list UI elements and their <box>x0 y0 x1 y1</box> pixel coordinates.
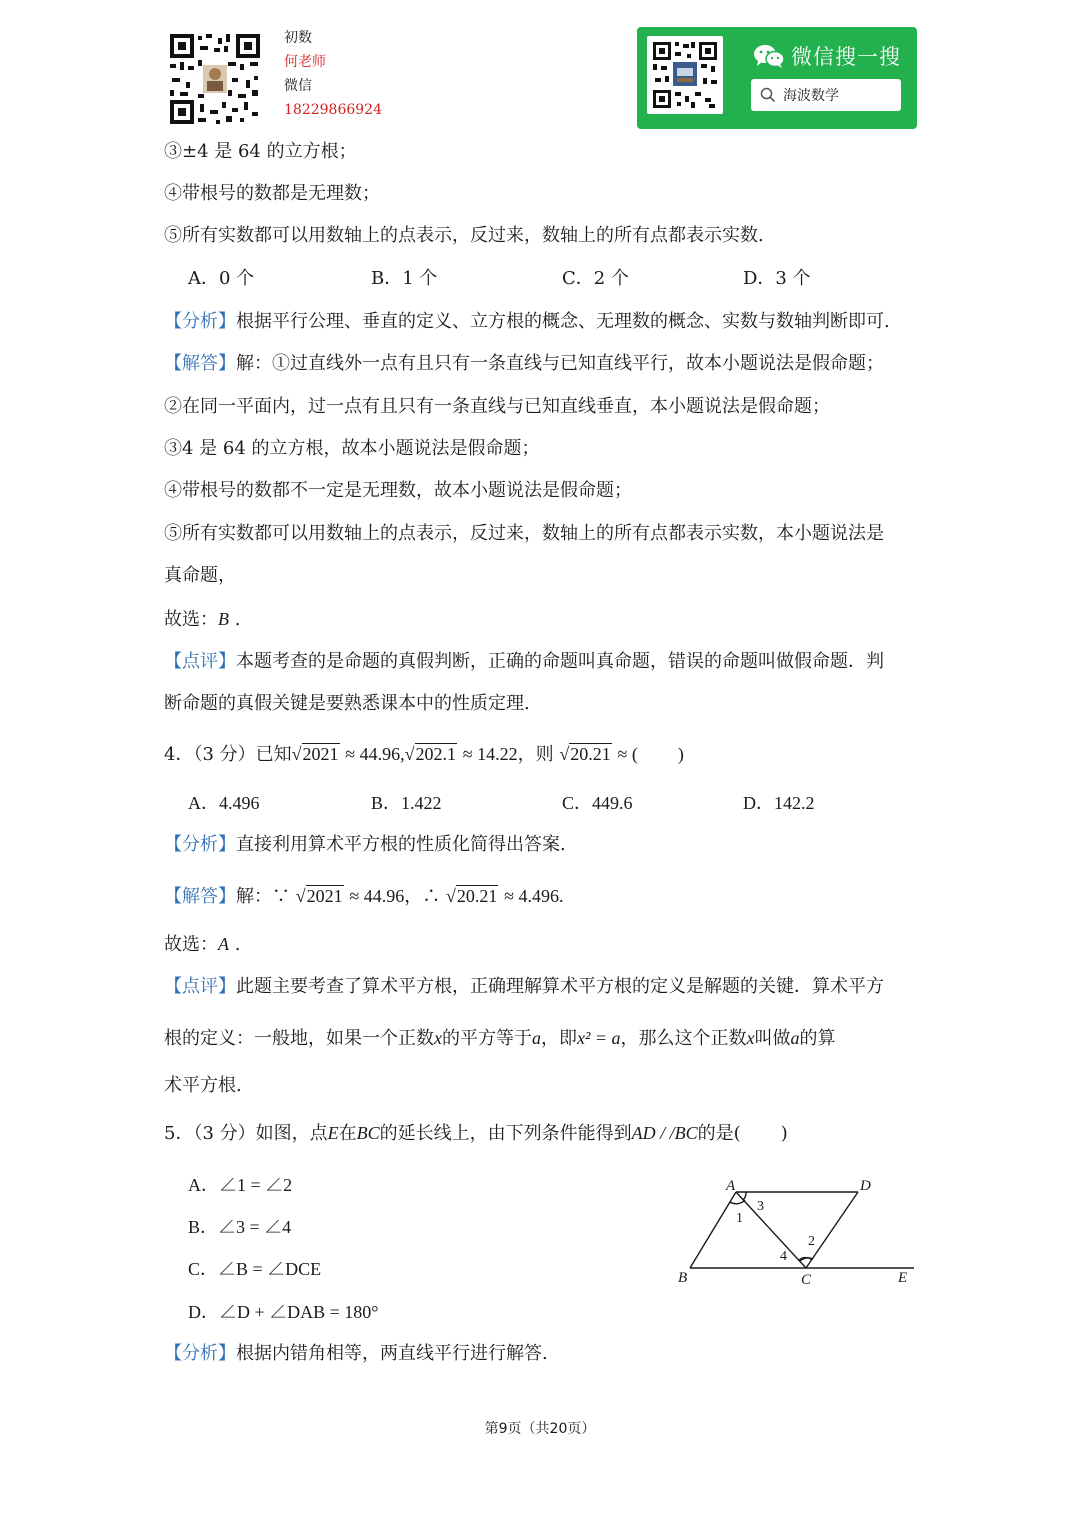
q4-stem-prefix: 4．（3 分）已知 <box>164 744 292 765</box>
sqrt-2021: √2021 <box>291 744 339 764</box>
q4-sol-approx-1: ≈ 44.96 <box>349 886 405 906</box>
q3-option-a: A．0 个 <box>188 268 255 289</box>
angle-label-3: 3 <box>757 1199 764 1214</box>
q3-review-line-1 <box>164 650 884 674</box>
q4-review-line-1 <box>164 975 884 999</box>
q4-review-text-1: 此题主要考查了算术平方根，正确理解算术平方根的定义是解题的关键．算术平方 <box>236 976 884 997</box>
sqrt-202-1: √202.1 <box>404 744 457 764</box>
sqrt-20-21-sol: √20.21 <box>445 886 498 906</box>
radicand-2: 202.1 <box>415 744 457 764</box>
q4-then: ，则 <box>517 744 554 765</box>
q4-option-a: A．4.496 <box>188 793 260 813</box>
label-e: E <box>898 1270 908 1286</box>
q4-review-line-2 <box>164 1026 836 1051</box>
q5-stem-3: 的延长线上，由下列条件能得到 <box>379 1123 632 1144</box>
review2-a2: a <box>532 1028 541 1048</box>
wechat-search-text: 海波数学 <box>783 88 839 104</box>
q5-option-b: B．∠3 = ∠4 <box>188 1217 292 1237</box>
q5-stem-1: 5．（3 分）如图，点 <box>164 1123 328 1144</box>
q4-review-line-3: 术平方根. <box>164 1075 242 1096</box>
q4-approx-2: ≈ 14.22 <box>462 744 518 764</box>
label-b: B <box>678 1270 688 1286</box>
q4-option-d: D．142.2 <box>743 793 815 813</box>
page-number: 第9页（共20页） <box>484 1421 596 1437</box>
sqrt-20-21: √20.21 <box>559 744 611 764</box>
q4-sol-mid: ，∴ <box>404 886 441 907</box>
segment-ab <box>690 1192 736 1268</box>
q3-solution-line-6: 真命题， <box>164 565 236 586</box>
review-tag: 【点评】 <box>164 651 236 672</box>
q4-option-b: B．1.422 <box>371 793 442 813</box>
wechat-qr-code <box>647 36 723 114</box>
q5-stem <box>164 1121 788 1146</box>
q4-sol-approx-2: ≈ 4.496 <box>504 886 559 906</box>
q3-analysis <box>164 310 890 334</box>
q5-option-c: C．∠B = ∠DCE <box>188 1259 322 1279</box>
qr-code-icon <box>168 32 262 126</box>
q5-point-e: E <box>327 1123 339 1143</box>
review2-b: 的平方等于 <box>442 1028 532 1049</box>
angle-label-4: 4 <box>780 1249 787 1264</box>
q3-answer: B <box>218 609 229 629</box>
q3-solution-line-4: ④带根号的数都不一定是无理数，故本小题说法是假命题； <box>164 480 632 501</box>
sol-radicand-2: 20.21 <box>456 886 498 906</box>
angle-label-2: 2 <box>808 1234 815 1249</box>
review2-c: ，即 <box>541 1028 577 1049</box>
q3-solution-line-5: ⑤所有实数都可以用数轴上的点表示，反过来，数轴上的所有点都表示实数，本小题说法是 <box>164 523 884 544</box>
q4-answer: A <box>218 934 229 954</box>
q3-option-c: C．2 个 <box>562 268 629 289</box>
review2-x2: x <box>746 1028 755 1048</box>
q3-item-4: ④带根号的数都是无理数； <box>164 183 380 204</box>
q3-solution-line-2: ②在同一平面内，过一点有且只有一条直线与已知直线垂直，本小题说法是假命题； <box>164 396 830 417</box>
q4-analysis-text: 直接利用算术平方根的性质化简得出答案. <box>236 834 566 855</box>
review2-d: ，那么这个正数 <box>620 1028 747 1049</box>
q5-line-bc: BC <box>356 1123 380 1143</box>
radicand-3: 20.21 <box>570 744 611 764</box>
radicand-1: 2021 <box>302 744 339 764</box>
choose-prefix: 故选： <box>164 609 218 630</box>
q4-option-c: C．449.6 <box>562 793 633 813</box>
q4-analysis <box>164 833 566 857</box>
q5-analysis-text: 根据内错角相等，两直线平行进行解答. <box>236 1343 548 1364</box>
teacher-line-2: 何老师 <box>284 54 326 70</box>
q4-approx-3: ≈ ( <box>617 744 638 764</box>
q3-option-b: B．1 个 <box>371 268 438 289</box>
q4-choose: 故选：A . <box>164 934 241 955</box>
analysis-tag: 【分析】 <box>164 834 236 855</box>
solution-tag: 【解答】 <box>164 353 236 374</box>
q5-option-d: D．∠D + ∠DAB = 180° <box>188 1302 379 1322</box>
sol-radicand-1: 2021 <box>306 886 343 906</box>
review2-eq: x² = a <box>577 1028 621 1048</box>
label-d: D <box>860 1178 871 1194</box>
q3-solution-line-3: ③4 是 64 的立方根，故本小题说法是假命题； <box>164 438 540 459</box>
wechat-logo-icon <box>753 43 785 69</box>
segment-dc <box>806 1192 858 1268</box>
q4-approx-1: ≈ 44.96, <box>345 744 405 764</box>
q5-analysis <box>164 1342 548 1366</box>
angle-1-arc <box>730 1200 745 1204</box>
label-c: C <box>801 1272 812 1288</box>
review-tag: 【点评】 <box>164 976 236 997</box>
q3-review-line-2: 断命题的真假关键是要熟悉课本中的性质定理. <box>164 693 530 714</box>
q4-stem <box>164 742 684 767</box>
q3-solution-text-1: 解：①过直线外一点有且只有一条直线与已知直线平行，故本小题说法是假命题； <box>236 353 884 374</box>
sqrt-2021-sol: √2021 <box>295 886 343 906</box>
q3-item-3: ③±4 是 64 的立方根； <box>164 141 357 162</box>
q4-sol-end: . <box>559 886 564 906</box>
qr-code-icon <box>647 36 723 114</box>
q4-sol-prefix: 解：∵ <box>236 886 290 907</box>
review2-x: x <box>434 1028 442 1048</box>
q3-analysis-text: 根据平行公理、垂直的定义、立方根的概念、无理数的概念、实数与数轴判断即可. <box>236 311 890 332</box>
angle-label-1: 1 <box>736 1211 743 1226</box>
q3-review-text-1: 本题考查的是命题的真假判断，正确的命题叫真命题，错误的命题叫做假命题．判 <box>236 651 884 672</box>
qr-code-teacher <box>168 32 262 126</box>
teacher-line-3: 微信 <box>284 78 312 94</box>
q4-solution <box>164 884 564 909</box>
analysis-tag: 【分析】 <box>164 311 236 332</box>
q3-option-d: D．3 个 <box>743 268 811 289</box>
q3-choose: 故选：B . <box>164 609 241 630</box>
wechat-search-banner[interactable] <box>637 27 917 129</box>
analysis-tag: 【分析】 <box>164 1343 236 1364</box>
q5-close: ) <box>780 1123 788 1144</box>
q5-stem-2: 在 <box>338 1123 357 1144</box>
search-icon <box>760 87 776 103</box>
q4-close: ) <box>677 744 684 764</box>
review2-e: 叫做 <box>754 1028 791 1049</box>
label-a: A <box>726 1178 736 1194</box>
q5-parallel: AD / /BC <box>631 1123 698 1143</box>
q3-item-5: ⑤所有实数都可以用数轴上的点表示，反过来，数轴上的所有点都表示实数. <box>164 225 764 246</box>
review2-a: 根的定义：一般地，如果一个正数 <box>164 1028 434 1049</box>
choose-prefix: 故选： <box>164 934 218 955</box>
teacher-phone: 18229866924 <box>284 102 382 118</box>
q3-solution-line-1 <box>164 352 884 376</box>
angle-3-arc <box>743 1192 746 1200</box>
q5-figure <box>670 1170 920 1290</box>
q5-stem-4: 的是( <box>697 1123 741 1144</box>
q5-option-a: A．∠1 = ∠2 <box>188 1175 293 1195</box>
review2-a3: a <box>790 1028 800 1048</box>
teacher-line-1: 初数 <box>284 30 312 46</box>
segment-ac <box>736 1192 806 1268</box>
wechat-search-title: 微信搜一搜 <box>791 45 901 69</box>
review2-f: 的算 <box>799 1028 836 1049</box>
wechat-search-box[interactable] <box>751 79 901 111</box>
solution-tag: 【解答】 <box>164 886 236 907</box>
